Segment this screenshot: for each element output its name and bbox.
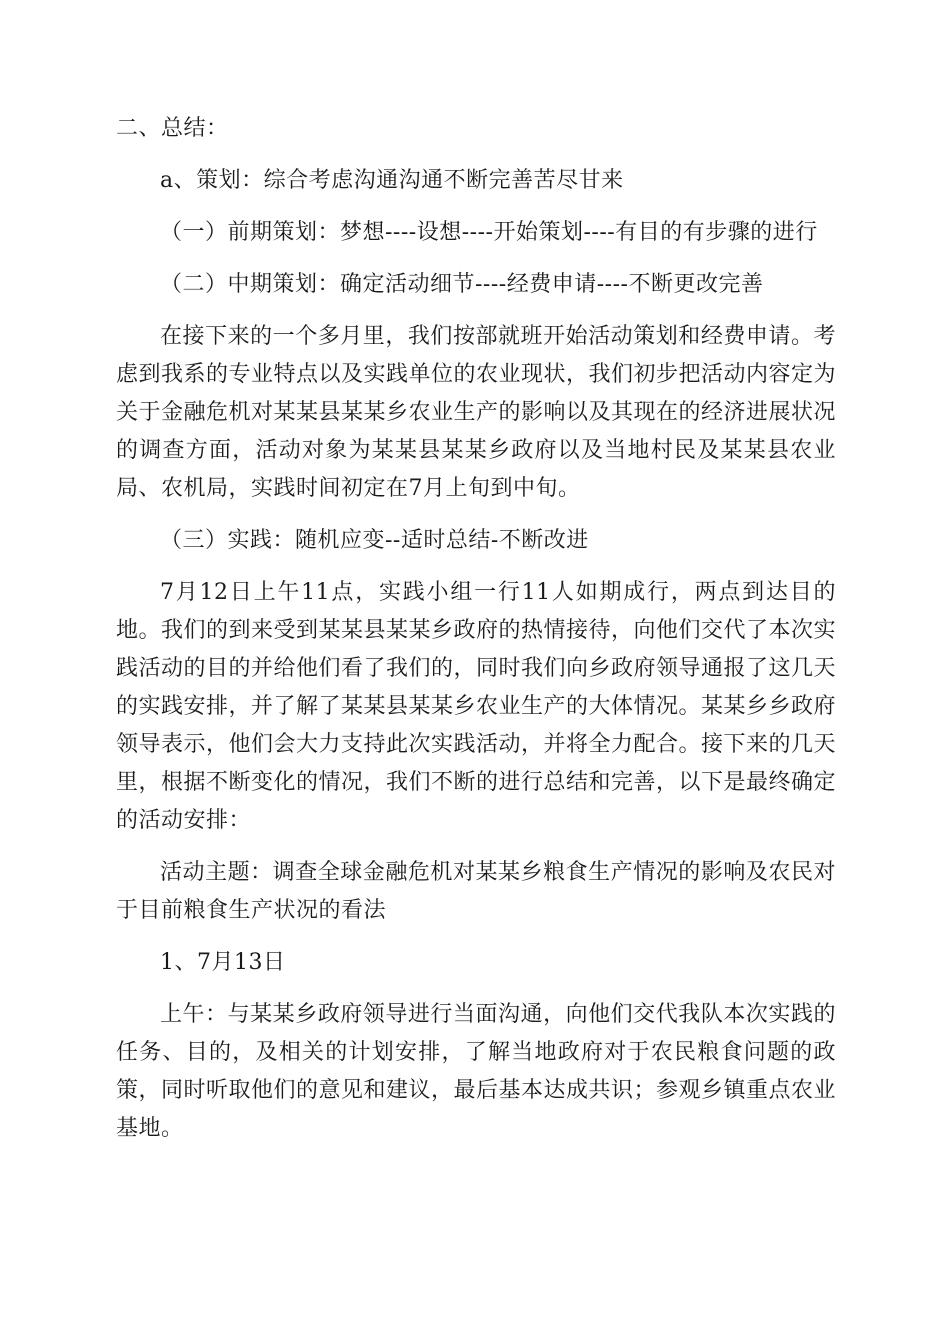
document-body	[116, 110, 836, 1148]
phase-2-mid-planning: （二）中期策划：确定活动细节----经费申请----不断更改完善	[160, 272, 764, 297]
phase-1-early-planning: （一）前期策划：梦想----设想----开始策划----有目的有步骤的进行	[160, 220, 818, 245]
section-heading: 二、总结：	[116, 116, 229, 141]
paragraph-planning-details: 在接下来的一个多月里，我们按部就班开始活动策划和经费申请。考虑到我系的专业特点以及实践单位的农业现状，我们初步把活动内容定为关于金融危机对某某县某某乡农业生产的影响以及其现在的经济进展状况的调查方面，活动对象为某某县某某乡政府以及当地村民及某某县农业局、农机局，实践时间初定在7月上旬到中旬。	[116, 324, 837, 501]
schedule-day-1: 1、7月13日	[160, 950, 286, 975]
section-a-planning: a、策划：综合考虑沟通沟通不断完善苦尽甘来	[160, 168, 624, 193]
schedule-morning: 上午：与某某乡政府领导进行当面沟通，向他们交代我队本次实践的任务、目的，及相关的计划安排，了解当地政府对于农民粮食问题的政策，同时听取他们的意见和建议，最后基本达成共识；参观乡镇重点农业基地。	[116, 1002, 837, 1141]
activity-theme: 活动主题：调查全球金融危机对某某乡粮食生产情况的影响及农民对于目前粮食生产状况的看法	[116, 860, 836, 923]
phase-3-practice: （三）实践：随机应变--适时总结-不断改进	[160, 528, 589, 553]
paragraph-practice-arrival: 7月12日上午11点，实践小组一行11人如期成行，两点到达目的地。我们的到来受到某某县某某乡政府的热情接待，向他们交代了本次实践活动的目的并给他们看了我们的，同时我们向乡政府领导通报了这几天的实践安排，并了解了某某县某某乡农业生产的大体情况。某某乡乡政府领导表示，他们会大力支持此次实践活动，并将全力配合。接下来的几天里，根据不断变化的情况，我们不断的进行总结和完善，以下是最终确定的活动安排：	[116, 580, 837, 833]
